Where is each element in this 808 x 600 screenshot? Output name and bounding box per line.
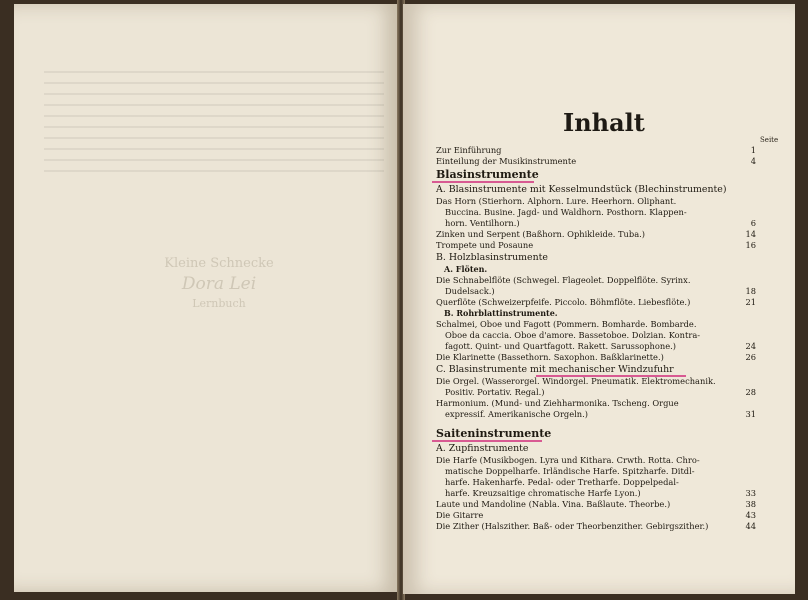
ownership-stamp xyxy=(154,254,284,314)
toc-entry xyxy=(436,466,756,477)
toc-entry xyxy=(436,145,756,156)
toc-entry-text: Dudelsack.) xyxy=(445,286,495,296)
stamp-line-1: Kleine Schnecke xyxy=(164,256,274,271)
toc-entry-text: harfe. Hakenharfe. Pedal- oder Tretharfe. Doppelpedal- xyxy=(445,477,679,487)
toc-entry-text: Zur Einführung xyxy=(436,145,502,155)
toc-entry-page: 14 xyxy=(745,229,756,239)
toc-entry-text: Positiv. Portativ. Regal.) xyxy=(445,387,545,397)
toc-entry xyxy=(436,510,756,521)
toc-entry-text: harfe. Kreuzsaitige chromatische Harfe Lyon.) xyxy=(445,488,641,498)
toc-entry xyxy=(436,156,756,167)
toc-entry-page: 31 xyxy=(745,409,756,419)
toc-entry-page: 44 xyxy=(745,521,756,531)
toc-entry-text: Zinken und Serpent (Baßhorn. Ophikleide. Tuba.) xyxy=(436,229,646,239)
subsection-title: A. Zupfinstrumente xyxy=(436,443,529,454)
toc-entry xyxy=(436,499,756,510)
subsection-title: A. Blasinstrumente mit Kesselmundstück (Blechinstrumente) xyxy=(436,184,727,195)
subsubsection-heading xyxy=(436,264,756,275)
toc-entry-text: horn. Ventilhorn.) xyxy=(445,218,520,228)
toc-entry-text: Schalmei, Oboe und Fagott (Pommern. Bomharde. Bombarde. xyxy=(436,319,697,329)
subsection-heading xyxy=(436,251,756,264)
toc-entry xyxy=(436,330,756,341)
toc-entry-page: 28 xyxy=(745,387,756,397)
toc-entry-page: 4 xyxy=(750,156,756,166)
toc-entry-text: Oboe da caccia. Oboe d'amore. Bassetoboe. Dolzian. Kontra- xyxy=(445,330,701,340)
toc-entry xyxy=(436,387,756,398)
section-title: Blasinstrumente xyxy=(436,168,539,181)
subsection-title: C. Blasinstrumente mit mechanischer Windzufuhr xyxy=(436,364,674,375)
toc-entry xyxy=(436,297,756,308)
toc-entry-text: Die Zither (Halszither. Baß- oder Theorbenzither. Gebirgszither.) xyxy=(436,521,709,531)
toc-entry xyxy=(436,196,756,207)
toc-entry xyxy=(436,376,756,387)
toc-entry xyxy=(436,286,756,297)
toc-entry-text: Einteilung der Musikinstrumente xyxy=(436,156,577,166)
toc-entry-page: 26 xyxy=(745,352,756,362)
toc-entry-text: expressif. Amerikanische Orgeln.) xyxy=(445,409,589,419)
toc-entry-page: 38 xyxy=(745,499,756,509)
toc-entry-text: Die Klarinette (Bassethorn. Saxophon. Baßklarinette.) xyxy=(436,352,664,362)
toc-entry-text: Die Orgel. (Wasserorgel. Windorgel. Pneumatik. Elektromechanik. xyxy=(436,376,716,386)
toc-entry xyxy=(436,398,756,409)
toc-entry-page: 33 xyxy=(745,488,756,498)
toc-entry xyxy=(436,352,756,363)
toc-entry xyxy=(436,409,756,420)
toc-entry-page: 18 xyxy=(745,286,756,296)
section-heading xyxy=(436,167,756,183)
toc-entry xyxy=(436,229,756,240)
toc-entry xyxy=(436,488,756,499)
toc-entry xyxy=(436,319,756,330)
subsection-heading xyxy=(436,183,756,196)
toc-entry xyxy=(436,455,756,466)
toc-entry-text: Die Schnabelflöte (Schwegel. Flageolet. Doppelflöte. Syrinx. xyxy=(436,275,691,285)
subsubsection-title: B. Rohrblattinstrumente. xyxy=(444,308,558,318)
page-title: Inhalt xyxy=(563,108,645,137)
toc-entry xyxy=(436,341,756,352)
toc-entry-text: Die Gitarre xyxy=(436,510,484,520)
left-page xyxy=(14,4,400,592)
stamp-line-2: Dora Lei xyxy=(181,274,257,294)
toc-entry-text: Das Horn (Stierhorn. Alphorn. Lure. Heerhorn. Oliphant. xyxy=(436,196,677,206)
subsubsection-heading xyxy=(436,308,756,319)
toc-entry xyxy=(436,275,756,286)
toc-entry-text: Laute und Mandoline (Nabla. Vina. Baßlaute. Theorbe.) xyxy=(436,499,671,509)
section-title: Saiteninstrumente xyxy=(436,427,552,440)
toc-entry-page: 24 xyxy=(745,341,756,351)
toc-entry-page: 6 xyxy=(750,218,756,228)
toc-entry-text: Querflöte (Schweizerpfeife. Piccolo. Böhmflöte. Liebesflöte.) xyxy=(436,297,691,307)
page-column-label: Seite xyxy=(760,136,779,144)
toc-entry xyxy=(436,477,756,488)
stamp-line-3: Lernbuch xyxy=(192,297,246,310)
toc-entry-text: Die Harfe (Musikbogen. Lyra und Kithara. Crwth. Rotta. Chro- xyxy=(436,455,700,465)
subsection-title: B. Holzblasinstrumente xyxy=(436,252,548,263)
toc-entry xyxy=(436,207,756,218)
subsection-heading xyxy=(436,363,756,376)
toc-entry-page: 43 xyxy=(745,510,756,520)
toc-entry xyxy=(436,240,756,251)
toc-entry-text: Trompete und Posaune xyxy=(436,240,534,250)
toc-entry-page: 21 xyxy=(745,297,756,307)
section-heading xyxy=(436,426,756,442)
toc-entry-text: matische Doppelharfe. Irländische Harfe. Spitzharfe. Ditdl- xyxy=(445,466,695,476)
toc-entry xyxy=(436,218,756,229)
table-of-contents xyxy=(436,145,756,532)
toc-entry-text: Buccina. Busine. Jagd- und Waldhorn. Posthorn. Klappen- xyxy=(445,207,687,217)
toc-entry xyxy=(436,521,756,532)
subsubsection-title: A. Flöten. xyxy=(444,264,488,274)
toc-entry-text: fagott. Quint- und Quartfagott. Rakett. Sarussophone.) xyxy=(445,341,676,351)
toc-entry-text: Harmonium. (Mund- und Ziehharmonika. Tscheng. Orgue xyxy=(436,398,679,408)
subsection-heading xyxy=(436,442,756,455)
toc-entry-page: 1 xyxy=(750,145,756,155)
toc-entry-page: 16 xyxy=(745,240,756,250)
bleed-through-text xyxy=(44,62,384,172)
